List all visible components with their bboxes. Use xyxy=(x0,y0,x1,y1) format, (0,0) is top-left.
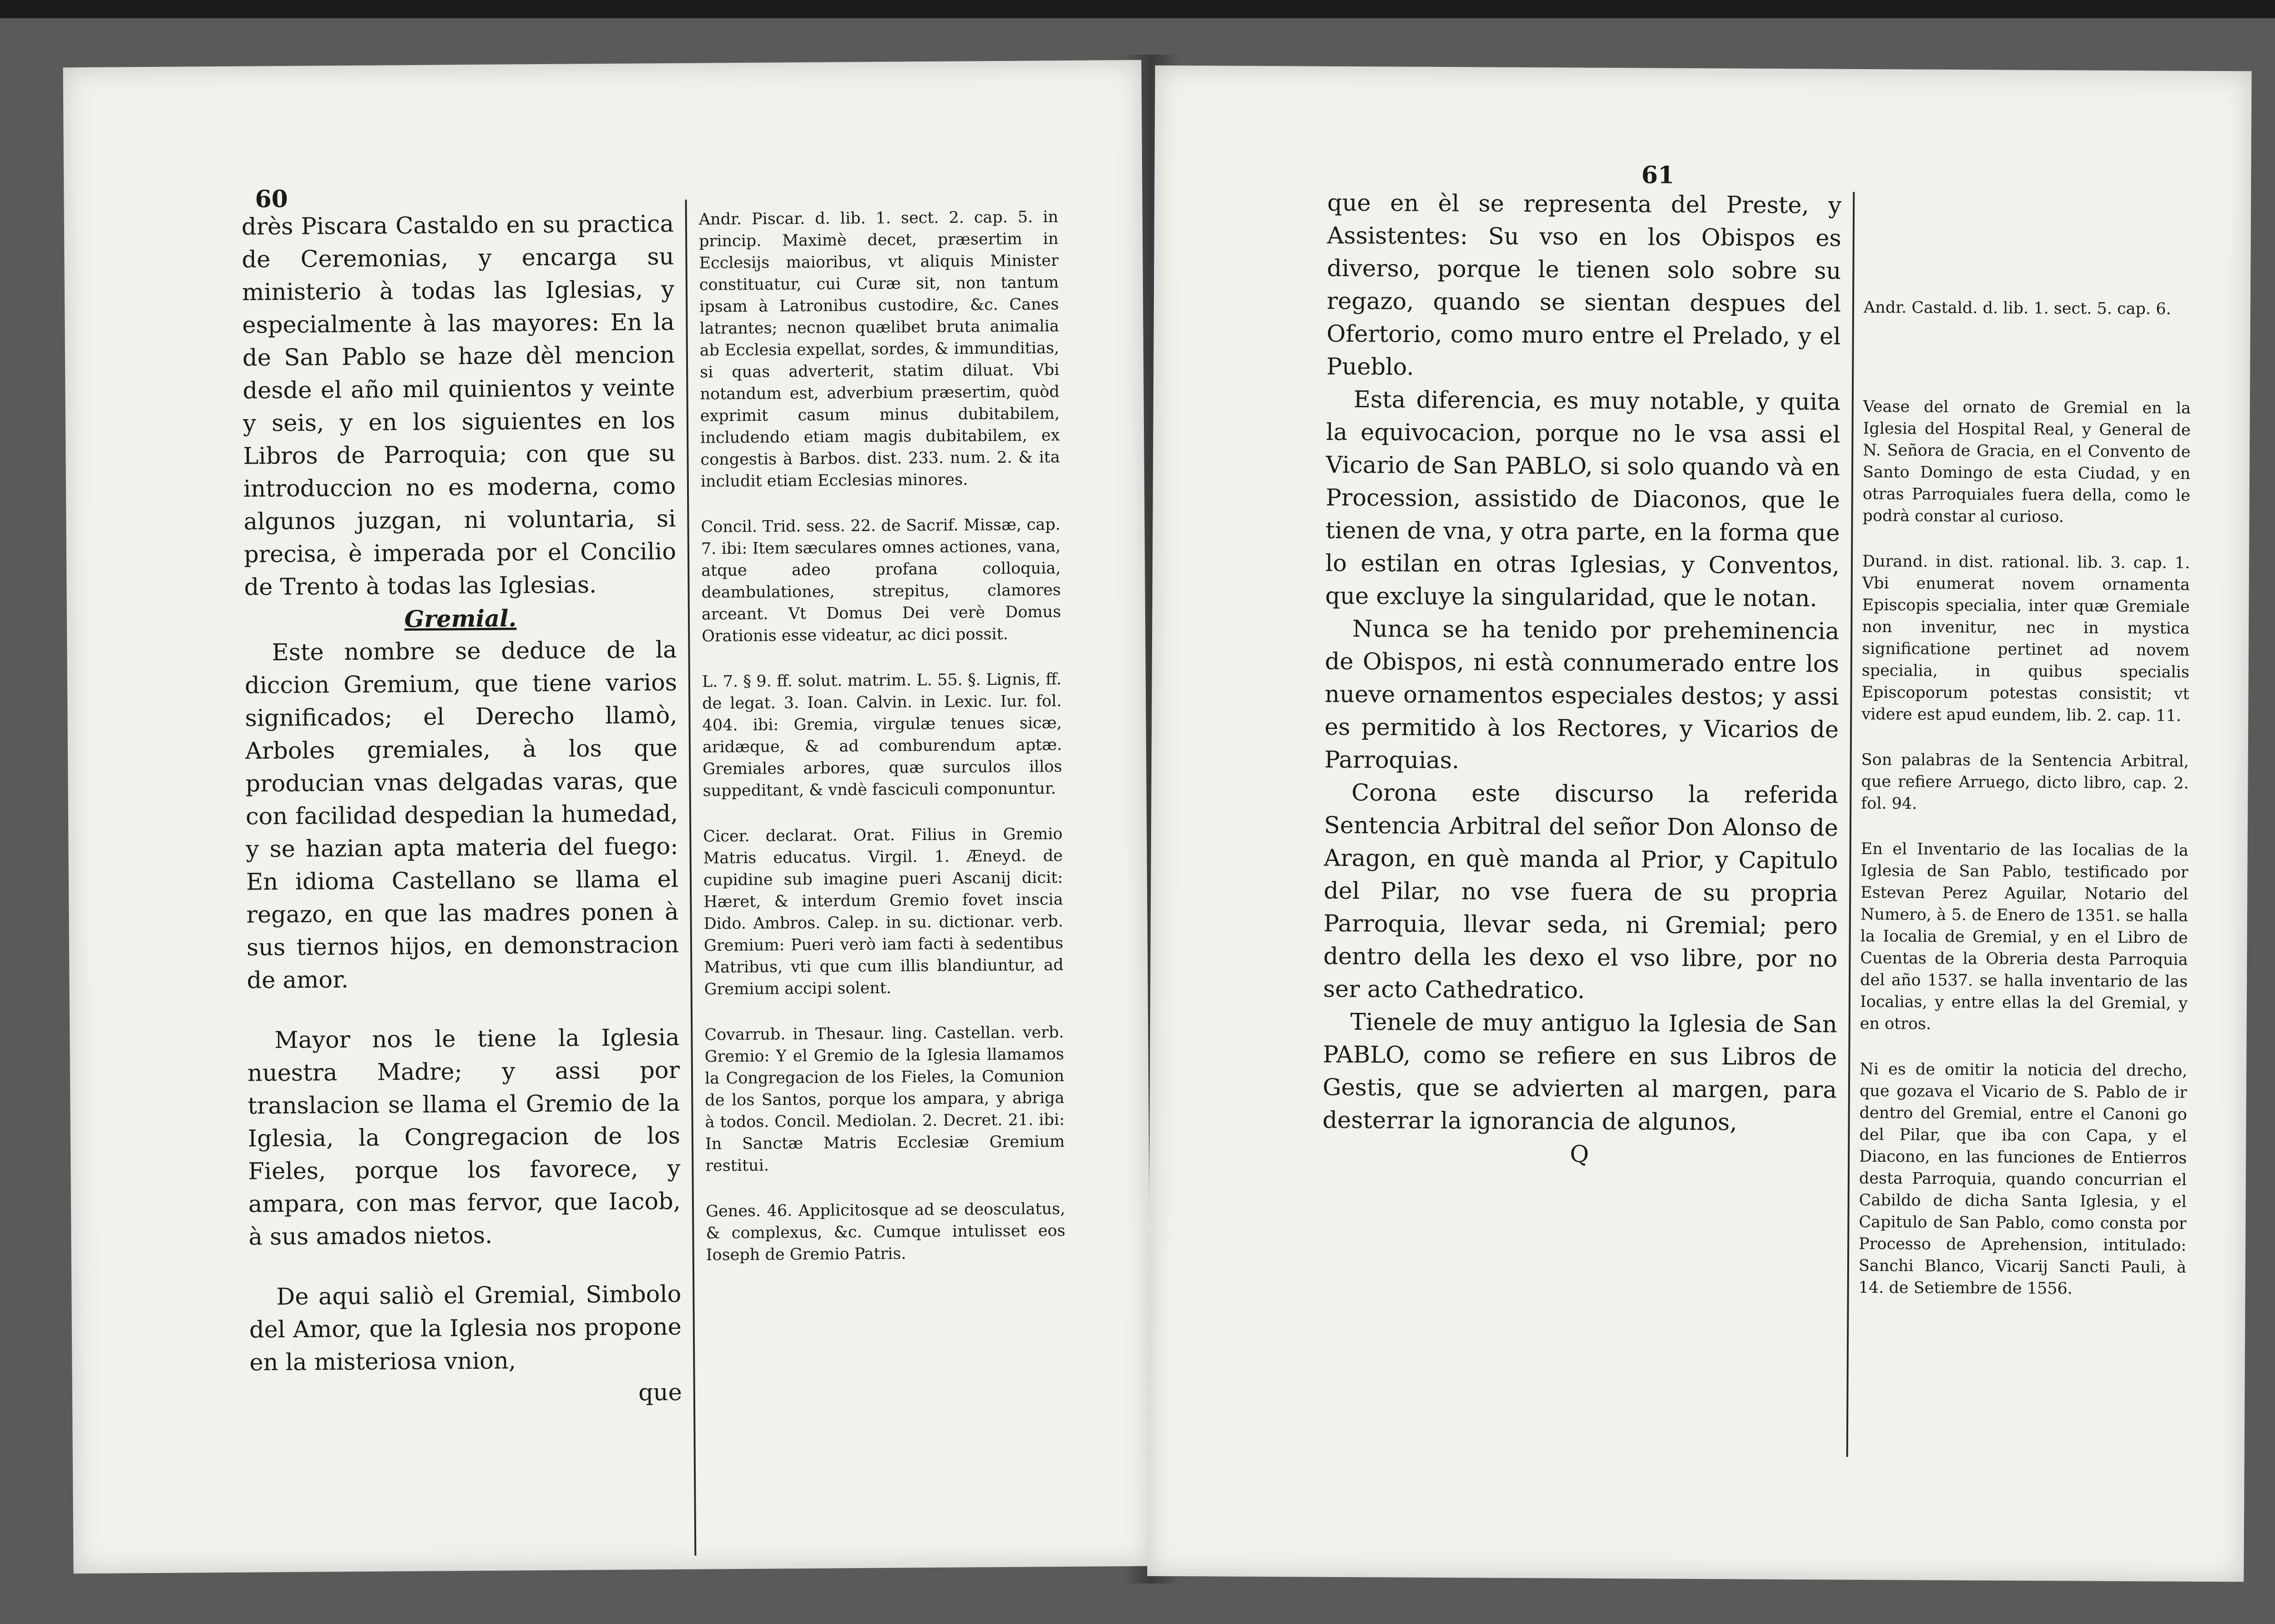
marginal-note: En el Inventario de las Iocalias de la Iglesia de San Pablo, testificado por Estevan Perez Aguilar, Notario del Numero, à 5. de Enero de 1351. se halla la Iocalia de Gremial, y en el Libro de Cuentas de la Obreria desta Parroquia del año 1537. se halla inventario de las Iocalias, y entre ellas la del Gremial, y en otros. xyxy=(1860,840,2189,1033)
page-number: 60 xyxy=(255,185,288,213)
marginal-note: Andr. Piscar. d. lib. 1. sect. 2. cap. 5. in princip. Maximè decet, præsertim in Ecclesijs maioribus, vt aliquis Minister constituatur, cui Curæ sit, non tantum ipsam à Latronibus custodire, &c. Canes latrantes; necnon quælibet bruta animalia ab Ecclesia expellat, sordes, & immunditias, si quas adverterit, statim diluat. Vbi notandum est, adverbium præsertim, quòd exprimit casum minus dubitabilem, includendo etiam magis dubitabilem, ex congestis à Barbos. dist. 233. num. 2. & ita includit etiam Ecclesias minores. xyxy=(698,208,1060,491)
right-page xyxy=(1147,66,2251,1582)
marginal-note: Concil. Trid. sess. 22. de Sacrif. Missæ, cap. 7. ibi: Item sæculares omnes actiones, vana, atque adeo profana colloquia, deambulationes, strepitus, clamores arceant. Vt Domus Dei verè Domus Orationis esse videatur, ac dici possit. xyxy=(701,516,1062,646)
signature-mark: Q xyxy=(1570,1141,1589,1168)
column-divider xyxy=(1846,192,1855,1457)
paragraph: Esta diferencia, es muy notable, y quita la equivocacion, porque no le vsa assi el Vicario de San PABLO, si solo quando và en Procession, assistido de Diaconos, que le tienen de vna, y otra parte, en la forma que lo estilan en otras Iglesias, y Conventos, que excluye la singularidad, que le notan. xyxy=(1325,386,1841,612)
marginal-note: L. 7. § 9. ff. solut. matrim. L. 55. §. Lignis, ff. de legat. 3. Ioan. Calvin. in Lexic. Iur. fol. 404. ibi: Gremia, virgulæ tenues sicæ, aridæque, & ad comburendum aptæ. Gremiales arbores, quæ surculos illos suppeditant, & vndè fasciculi componuntur. xyxy=(702,670,1062,800)
main-text-column xyxy=(242,208,682,1412)
catchword: que xyxy=(638,1379,682,1406)
marginal-note: Son palabras de la Sentencia Arbitral, que refiere Arruego, dicto libro, cap. 2. fol. 94. xyxy=(1861,750,2189,813)
marginal-notes xyxy=(699,206,1066,1290)
paragraph: Nunca se ha tenido por preheminencia de Obispos, ni està connumerado entre los nueve ornamentos especiales destos; y assi es permitido à los Rectores, y Vicarios de Parroquias. xyxy=(1324,616,1840,774)
paragraph: Tienele de muy antiguo la Iglesia de San PABLO, como se refiere en sus Libros de Gestis, que se advierten al margen, para desterrar la ignorancia de algunos, xyxy=(1322,1008,1837,1136)
paragraph: Mayor nos le tiene la Iglesia nuestra Madre; y assi por translacion se llama el Gremio de la Iglesia, la Congregacion de los Fieles, porque los favorece, y ampara, con mas fervor, que Iacob, à sus amados nietos. xyxy=(247,1024,681,1251)
left-page xyxy=(63,60,1152,1573)
paragraph: drès Piscara Castaldo en su practica de Ceremonias, y encarga su ministerio à todas las Iglesias, y especialmente à las mayores: En la de San Pablo se haze dèl mencion desde el año mil quinientos y veinte y seis, y en los siguientes en los Libros de Parroquia; con que su introduccion no es moderna, como algunos juzgan, ni voluntaria, si precisa, è imperada por el Concilio de Trento à todas las Iglesias. xyxy=(241,210,677,601)
marginal-note: Covarrub. in Thesaur. ling. Castellan. verb. Gremio: Y el Gremio de la Iglesia llamamos la Congregacion de los Fieles, la Comunion de los Santos, porque los ampara, y abriga à todos. Concil. Mediolan. 2. Decret. 21. ibi: In Sanctæ Matris Ecclesiæ Gremium restitui. xyxy=(704,1023,1065,1175)
paragraph: Corona este discurso la referida Sentencia Arbitral del señor Don Alonso de Aragon, en què manda al Prior, y Capitulo del Pilar, no vse fuera de su propria Parroquia, llevar seda, ni Gremial; pero dentro della les dexo el vso libre, por no ser acto Cathedratico. xyxy=(1323,779,1839,1004)
marginal-note: Vease del ornato de Gremial en la Iglesia del Hospital Real, y General de N. Señora de Gracia, en el Convento de Santo Domingo de esta Ciudad, y en otras Parroquiales fuera della, como le podrà constar al curioso. xyxy=(1862,397,2191,526)
marginal-note: Durand. in dist. rational. lib. 3. cap. 1. Vbi enumerat novem ornamenta Episcopis specialia, inter quæ Gremiale non invenitur, nec in mystica significatione pertinet ad novem specialia, in quibus specialis Episcoporum potestas consistit; vt videre est apud eundem, lib. 2. cap. 11. xyxy=(1861,552,2190,725)
scan-top-edge xyxy=(0,0,2275,18)
paragraph: que en èl se representa del Preste, y Assistentes: Su vso en los Obispos es diverso, porque le tienen solo sobre su regazo, quando se sientan despues del Ofertorio, como muro entre el Prelado, y el Pueblo. xyxy=(1326,189,1842,381)
marginal-note: Andr. Castald. d. lib. 1. sect. 5. cap. 6. xyxy=(1863,298,2171,319)
main-text-column xyxy=(1322,187,1841,1173)
marginal-note: Ni es de omitir la noticia del drecho, que gozava el Vicario de S. Pablo de ir dentro del Gremial, entre el Canoni go del Pilar, que iba con Capa, y el Diacono, en las funciones de Entierros desta Parroquia, quando concurrian el Cabildo de dicha Santa Iglesia, y el Capitulo de San Pablo, como consta por Processo de Aprehension, intitulado: Sanchi Blanco, Vicarij Sancti Pauli, à 14. de Setiembre de 1556. xyxy=(1858,1060,2188,1298)
column-divider xyxy=(685,200,697,1556)
marginal-note: Cicer. declarat. Orat. Filius in Gremio Matris educatus. Virgil. 1. Æneyd. de cupidine sub imagine pueri Ascanij dicit: Hæret, & interdum Gremio fovet inscia Dido. Ambros. Calep. in su. dictionar. verb. Gremium: Pueri verò iam facti à sedentibus Matribus, vti que cum illis blandiuntur, ad Gremium accipi solent. xyxy=(703,825,1064,999)
page-number: 61 xyxy=(1641,161,1674,189)
section-heading: Gremial. xyxy=(404,605,517,633)
marginal-note: Genes. 46. Applicitosque ad se deosculatus, & complexus, &c. Cumque intulisset eos Ioseph de Gremio Patris. xyxy=(705,1199,1066,1265)
marginal-notes xyxy=(1858,297,2191,1324)
paragraph: Este nombre se deduce de la diccion Gremium, que tiene varios significados; el Derecho llamò, Arboles gremiales, à los que producian vnas delgadas varas, que con facilidad despedian la humedad, y se hazian apta materia del fuego: En idioma Castellano se llama el regazo, en que las madres ponen à sus tiernos hijos, en demonstracion de amor. xyxy=(244,636,679,994)
paragraph: De aqui saliò el Gremial, Simbolo del Amor, que la Iglesia nos propone en la misteriosa vnion, xyxy=(249,1280,682,1376)
